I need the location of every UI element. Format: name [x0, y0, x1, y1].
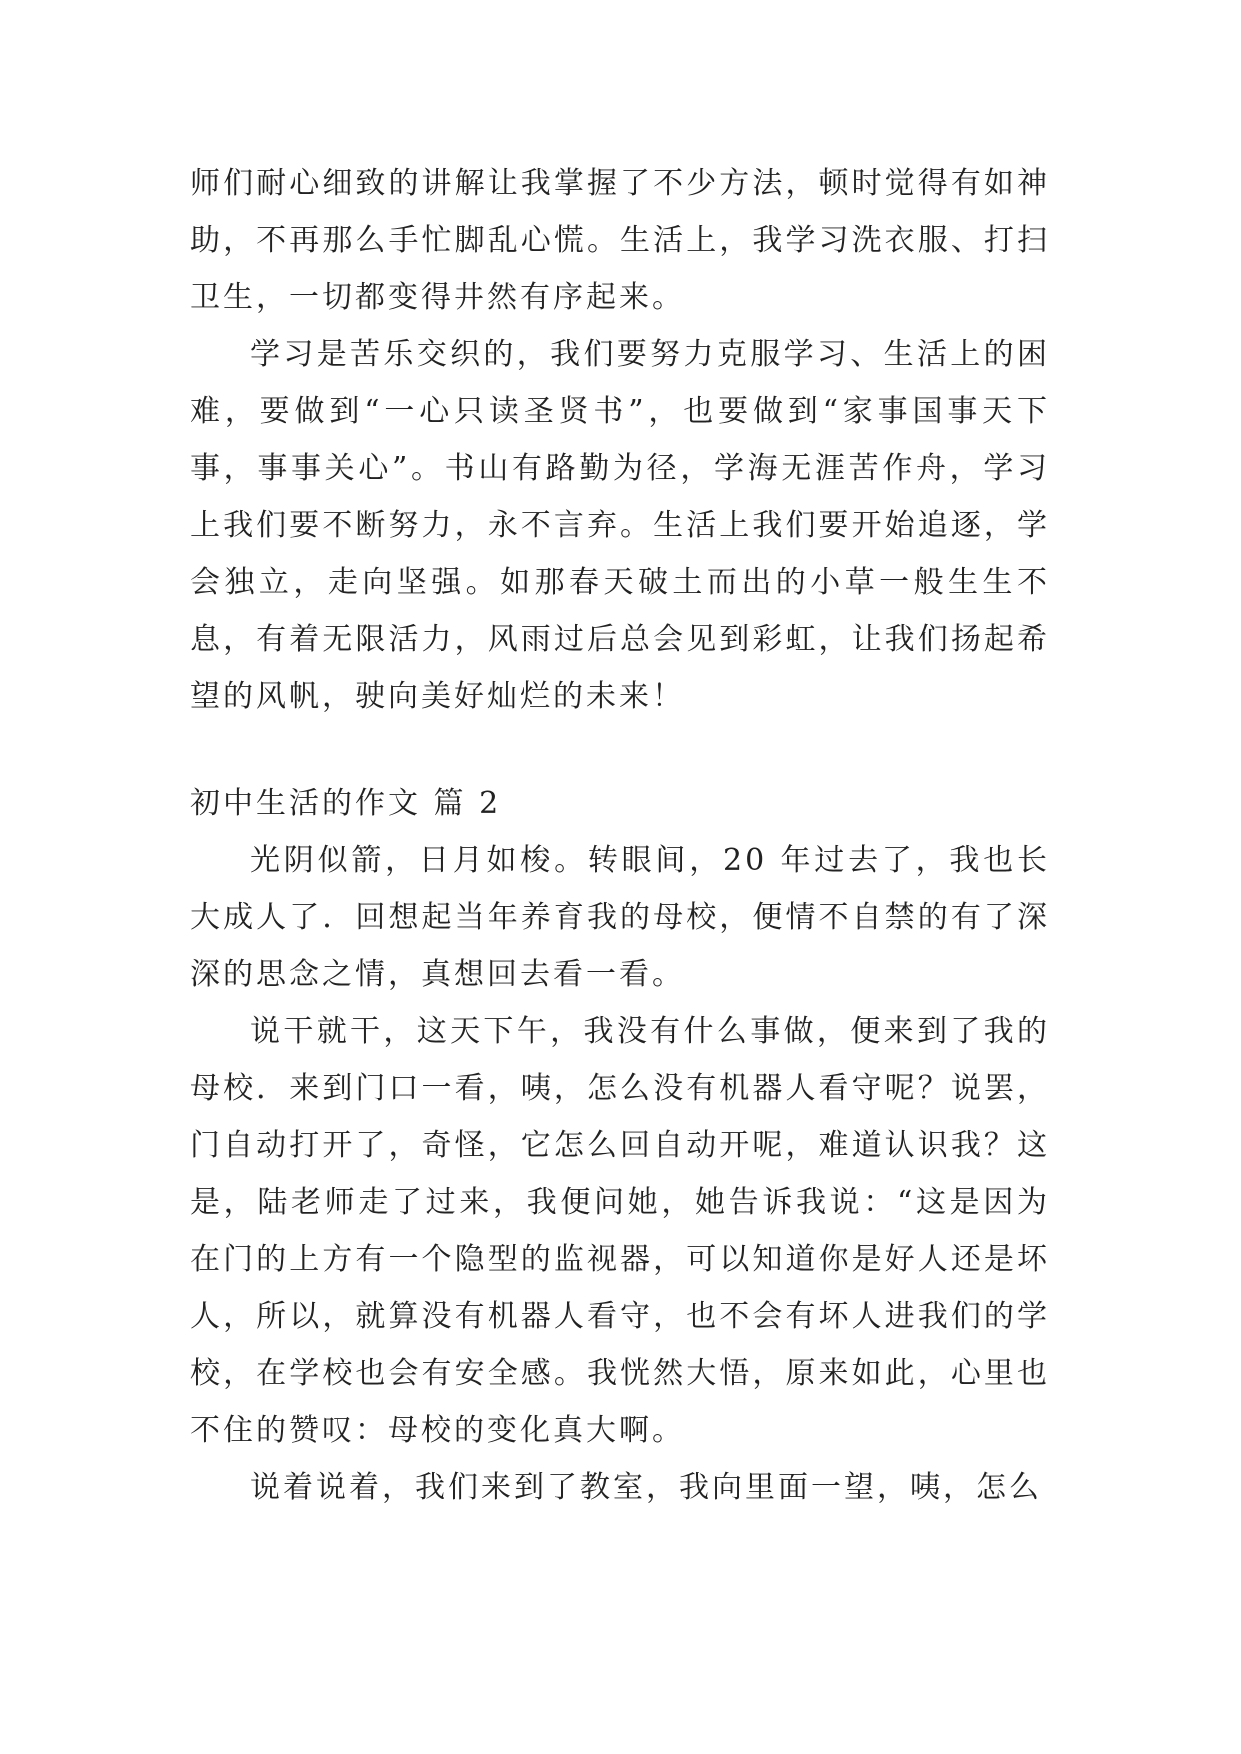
paragraph: 说干就干，这天下午，我没有什么事做，便来到了我的母校．来到门口一看，咦，怎么没有机器人看守呢？说罢，门自动打开了，奇怪，它怎么回自动开呢，难道认识我？这是，陆老师走了过来，我便问她，她告诉我说：“这是因为在门的上方有一个隐型的监视器，可以知道你是好人还是坏人，所以，就算没有机器人看守，也不会有坏人进我们的学校，在学校也会有安全感。我恍然大悟，原来如此，心里也不住的赞叹：母校的变化真大啊。 [190, 1014, 1050, 1448]
section-heading: 初中生活的作文 篇 2 [190, 786, 502, 821]
paragraph: 说着说着，我们来到了教室，我向里面一望，咦，怎么 [250, 1470, 1042, 1505]
paragraph-continued: 师们耐心细致的讲解让我掌握了不少方法，顿时觉得有如神助，不再那么手忙脚乱心慌。生活上，我学习洗衣服、打扫卫生，一切都变得井然有序起来。 [190, 166, 1050, 315]
document-page [190, 155, 1050, 1516]
paragraph: 学习是苦乐交织的，我们要努力克服学习、生活上的困难，要做到“一心只读圣贤书”，也要做到“家事国事天下事，事事关心”。书山有路勤为径，学海无涯苦作舟，学习上我们要不断努力，永不言弃。生活上我们要开始追逐，学会独立，走向坚强。如那春天破土而出的小草一般生生不息，有着无限活力，风雨过后总会见到彩虹，让我们扬起希望的风帆，驶向美好灿烂的未来！ [190, 337, 1050, 714]
paragraph: 光阴似箭，日月如梭。转眼间，20 年过去了，我也长大成人了．回想起当年养育我的母校，便情不自禁的有了深深的思念之情，真想回去看一看。 [190, 843, 1050, 992]
